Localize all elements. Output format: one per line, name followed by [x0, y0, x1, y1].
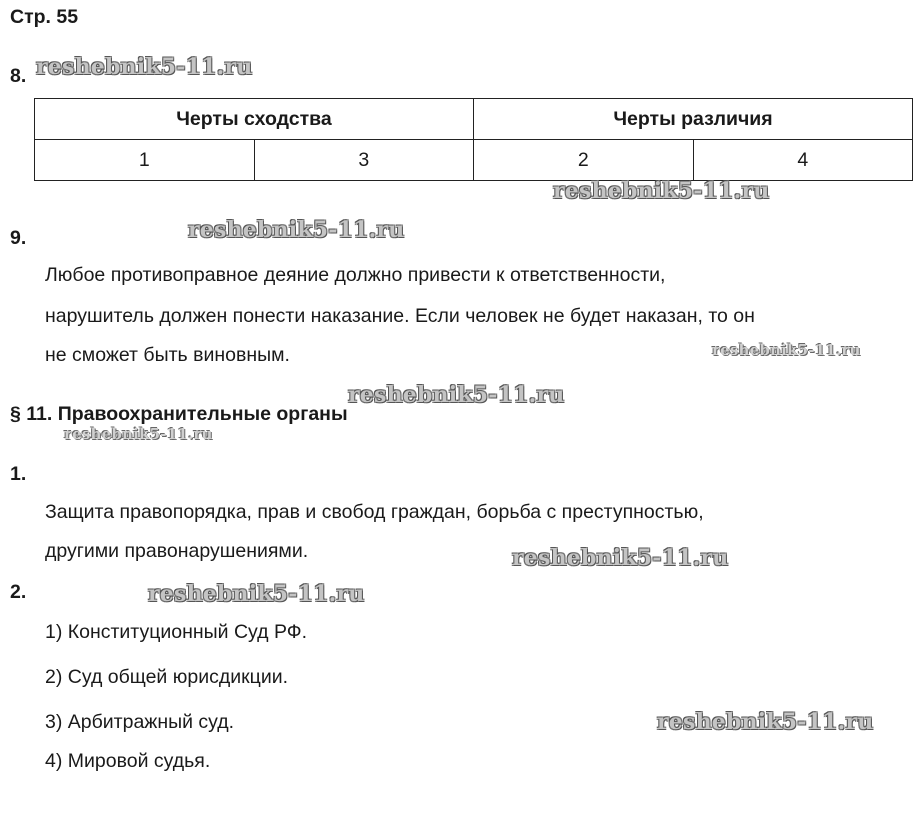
list-item: 1) Конституционный Суд РФ.	[45, 621, 307, 643]
answer-line: Любое противоправное деяние должно привести к ответственности,	[45, 264, 666, 286]
watermark: reshebnik5-11.ru	[64, 425, 213, 443]
table-cell: 4	[693, 140, 913, 181]
answer-line: не сможет быть виновным.	[45, 344, 290, 366]
question-number: 9.	[10, 227, 27, 249]
table-cell: 3	[254, 140, 474, 181]
watermark: reshebnik5-11.ru	[657, 709, 874, 735]
table-cell: 2	[474, 140, 694, 181]
list-item: 4) Мировой судья.	[45, 750, 211, 772]
list-item: 2) Суд общей юрисдикции.	[45, 666, 289, 688]
watermark: reshebnik5-11.ru	[512, 545, 729, 571]
watermark: reshebnik5-11.ru	[148, 581, 365, 607]
watermark: reshebnik5-11.ru	[188, 217, 405, 243]
question-number: 1.	[10, 463, 27, 485]
watermark: reshebnik5-11.ru	[712, 341, 861, 359]
question-number: 2.	[10, 581, 27, 603]
table-cell: 1	[35, 140, 255, 181]
answer-line: Защита правопорядка, прав и свобод граждан, борьба с преступностью,	[45, 501, 704, 523]
watermark: reshebnik5-11.ru	[36, 54, 253, 80]
section-title: § 11. Правоохранительные органы	[10, 403, 348, 425]
similarity-difference-table	[34, 98, 913, 181]
answer-line: нарушитель должен понести наказание. Если человек не будет наказан, то он	[45, 305, 755, 327]
list-item: 3) Арбитражный суд.	[45, 711, 235, 733]
table-header-similarities: Черты сходства	[35, 99, 474, 140]
table-header-differences: Черты различия	[474, 99, 913, 140]
answer-line: другими правонарушениями.	[45, 540, 309, 562]
watermark: reshebnik5-11.ru	[348, 382, 565, 408]
watermark: reshebnik5-11.ru	[553, 178, 770, 204]
question-number: 8.	[10, 65, 27, 87]
page-label: Стр. 55	[10, 6, 79, 28]
